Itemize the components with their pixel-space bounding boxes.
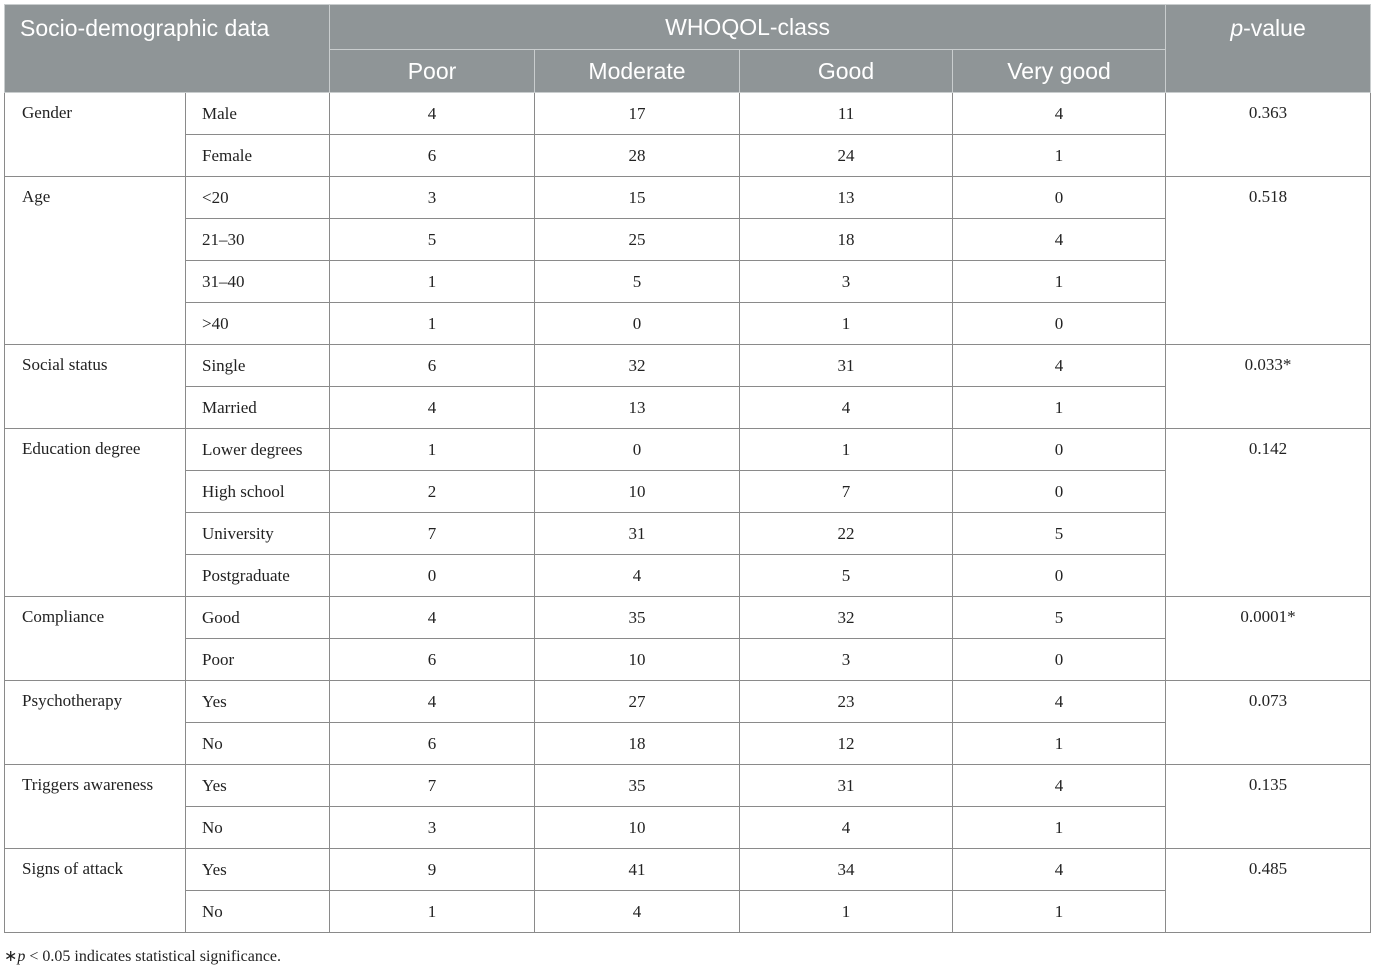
table-row (5, 429, 1371, 471)
subcategory-label: Single (186, 345, 330, 387)
count-cell: 4 (740, 387, 953, 429)
subcategory-label: No (186, 723, 330, 765)
subcategory-label: Yes (186, 849, 330, 891)
count-cell: 4 (953, 93, 1166, 135)
count-cell: 10 (535, 471, 740, 513)
count-cell: 7 (330, 513, 535, 555)
count-cell: 6 (330, 345, 535, 387)
count-cell: 35 (535, 597, 740, 639)
count-cell: 6 (330, 135, 535, 177)
count-cell: 0 (953, 639, 1166, 681)
table-row (5, 681, 1371, 723)
count-cell: 4 (953, 849, 1166, 891)
subcategory-label: Male (186, 93, 330, 135)
category-label: Gender (5, 93, 186, 177)
count-cell: 2 (330, 471, 535, 513)
count-cell: 5 (330, 219, 535, 261)
count-cell: 1 (953, 261, 1166, 303)
count-cell: 1 (330, 429, 535, 471)
footnote (4, 946, 281, 966)
table-row (5, 177, 1371, 219)
subcategory-label: Yes (186, 681, 330, 723)
count-cell: 4 (330, 681, 535, 723)
subcategory-label: Postgraduate (186, 555, 330, 597)
category-label: Education degree (5, 429, 186, 597)
table-body (5, 93, 1371, 933)
count-cell: 1 (740, 303, 953, 345)
count-cell: 0 (953, 471, 1166, 513)
p-value-cell: 0.363 (1166, 93, 1371, 177)
header-class-poor: Poor (330, 50, 535, 93)
subcategory-label: <20 (186, 177, 330, 219)
count-cell: 1 (953, 807, 1166, 849)
count-cell: 31 (740, 345, 953, 387)
count-cell: 7 (740, 471, 953, 513)
count-cell: 22 (740, 513, 953, 555)
count-cell: 34 (740, 849, 953, 891)
count-cell: 5 (535, 261, 740, 303)
category-label: Compliance (5, 597, 186, 681)
count-cell: 31 (535, 513, 740, 555)
count-cell: 5 (953, 597, 1166, 639)
header-class-very-good: Very good (953, 50, 1166, 93)
count-cell: 1 (953, 387, 1166, 429)
count-cell: 1 (953, 723, 1166, 765)
subcategory-label: High school (186, 471, 330, 513)
count-cell: 1 (953, 135, 1166, 177)
count-cell: 0 (535, 429, 740, 471)
category-label: Signs of attack (5, 849, 186, 933)
count-cell: 41 (535, 849, 740, 891)
table-row (5, 597, 1371, 639)
header-p-value (1166, 5, 1371, 93)
subcategory-label: Good (186, 597, 330, 639)
subcategory-label: Lower degrees (186, 429, 330, 471)
count-cell: 15 (535, 177, 740, 219)
count-cell: 10 (535, 639, 740, 681)
count-cell: 4 (740, 807, 953, 849)
p-value-cell: 0.142 (1166, 429, 1371, 597)
count-cell: 32 (535, 345, 740, 387)
category-label: Social status (5, 345, 186, 429)
count-cell: 4 (953, 681, 1166, 723)
header-sociodemographic: Socio-demographic data (5, 5, 330, 93)
subcategory-label: Married (186, 387, 330, 429)
table-row (5, 93, 1371, 135)
table-row (5, 345, 1371, 387)
table-row (5, 849, 1371, 891)
subcategory-label: No (186, 807, 330, 849)
count-cell: 6 (330, 723, 535, 765)
count-cell: 1 (740, 429, 953, 471)
count-cell: 5 (740, 555, 953, 597)
category-label: Age (5, 177, 186, 345)
count-cell: 5 (953, 513, 1166, 555)
count-cell: 1 (330, 261, 535, 303)
p-value-cell: 0.135 (1166, 765, 1371, 849)
count-cell: 0 (953, 177, 1166, 219)
count-cell: 18 (535, 723, 740, 765)
count-cell: 13 (535, 387, 740, 429)
header-whoqol-class: WHOQOL-class (330, 5, 1166, 50)
category-label: Psychotherapy (5, 681, 186, 765)
count-cell: 4 (330, 387, 535, 429)
count-cell: 28 (535, 135, 740, 177)
footnote-p-letter: p (17, 948, 26, 965)
count-cell: 31 (740, 765, 953, 807)
count-cell: 25 (535, 219, 740, 261)
count-cell: 1 (330, 303, 535, 345)
count-cell: 17 (535, 93, 740, 135)
count-cell: 0 (535, 303, 740, 345)
footnote-marker: ∗ (4, 948, 18, 965)
p-value-cell: 0.033* (1166, 345, 1371, 429)
subcategory-label: >40 (186, 303, 330, 345)
count-cell: 1 (330, 891, 535, 933)
subcategory-label: No (186, 891, 330, 933)
subcategory-label: Yes (186, 765, 330, 807)
header-p-suffix: -value (1243, 15, 1306, 41)
count-cell: 0 (953, 429, 1166, 471)
count-cell: 3 (740, 261, 953, 303)
count-cell: 4 (953, 765, 1166, 807)
subcategory-label: Female (186, 135, 330, 177)
count-cell: 32 (740, 597, 953, 639)
count-cell: 0 (330, 555, 535, 597)
subcategory-label: Poor (186, 639, 330, 681)
p-value-cell: 0.485 (1166, 849, 1371, 933)
count-cell: 4 (330, 597, 535, 639)
count-cell: 3 (330, 807, 535, 849)
count-cell: 24 (740, 135, 953, 177)
subcategory-label: 21–30 (186, 219, 330, 261)
count-cell: 6 (330, 639, 535, 681)
table-row (5, 765, 1371, 807)
count-cell: 27 (535, 681, 740, 723)
results-table (4, 4, 1371, 933)
count-cell: 3 (330, 177, 535, 219)
count-cell: 11 (740, 93, 953, 135)
p-value-cell: 0.0001* (1166, 597, 1371, 681)
count-cell: 4 (953, 219, 1166, 261)
header-class-moderate: Moderate (535, 50, 740, 93)
count-cell: 23 (740, 681, 953, 723)
count-cell: 13 (740, 177, 953, 219)
table-header (5, 5, 1371, 93)
count-cell: 1 (953, 891, 1166, 933)
count-cell: 4 (535, 891, 740, 933)
subcategory-label: 31–40 (186, 261, 330, 303)
count-cell: 0 (953, 303, 1166, 345)
count-cell: 1 (740, 891, 953, 933)
count-cell: 3 (740, 639, 953, 681)
category-label: Triggers awareness (5, 765, 186, 849)
count-cell: 4 (953, 345, 1166, 387)
count-cell: 0 (953, 555, 1166, 597)
p-value-cell: 0.518 (1166, 177, 1371, 345)
header-p-letter: p (1230, 15, 1244, 41)
count-cell: 35 (535, 765, 740, 807)
count-cell: 10 (535, 807, 740, 849)
count-cell: 4 (330, 93, 535, 135)
count-cell: 18 (740, 219, 953, 261)
subcategory-label: University (186, 513, 330, 555)
p-value-cell: 0.073 (1166, 681, 1371, 765)
count-cell: 4 (535, 555, 740, 597)
count-cell: 7 (330, 765, 535, 807)
count-cell: 9 (330, 849, 535, 891)
count-cell: 12 (740, 723, 953, 765)
header-class-good: Good (740, 50, 953, 93)
footnote-text: < 0.05 indicates statistical significance. (25, 948, 282, 965)
